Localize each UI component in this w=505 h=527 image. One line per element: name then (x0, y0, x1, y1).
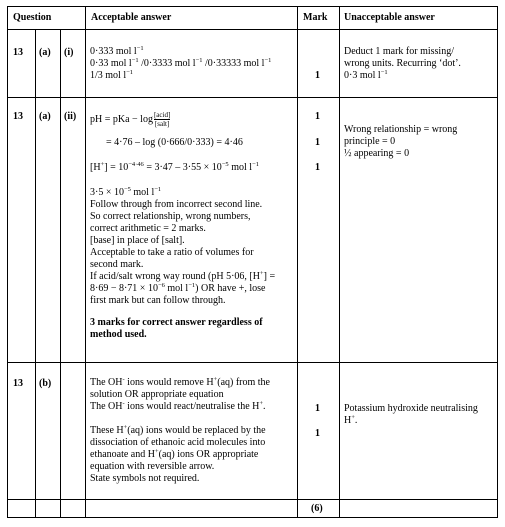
question-part: (a) (39, 111, 51, 122)
question-part: (b) (39, 378, 52, 389)
mark-value: 1 (315, 403, 320, 414)
substitution-line: = 4·76 – log (0·666/0·333) = 4·46 (106, 137, 243, 148)
concentration-line: $[H^+] = 10^{-4\cdot 46} = 3\cdot 47 - 3\cdot 55 \times 10^{-5}$ mol $l^{-1}$ (90, 161, 259, 173)
header-mark: Mark (303, 12, 328, 23)
question-subpart: (i) (64, 47, 74, 58)
col-divider (35, 29, 36, 518)
table-border-bottom (7, 517, 498, 518)
row-divider (7, 362, 498, 363)
mark-value: 1 (315, 162, 320, 173)
question-number: 13 (13, 111, 23, 122)
acceptable-answer: 0·333 mol $l^{-1}$ 0·33 mol $l^{-1}$ /0·3333 mol $l^{-1}$ /0·33333 mol $l^{-1}$ 1/3 mol $l^{-1}$ (90, 45, 272, 81)
row-divider (7, 97, 498, 98)
mark-value: 1 (315, 137, 320, 148)
col-divider (60, 29, 61, 518)
unacceptable-answer: Deduct 1 mark for missing/ wrong units. Recurring ‘dot’. 0·3 mol $l^{-1}$ (344, 46, 461, 81)
mark-value: 1 (315, 428, 320, 439)
row-divider (7, 499, 498, 500)
header-unacceptable: Unacceptable answer (344, 12, 435, 23)
unacceptable-answer: Wrong relationship = wrong principle = 0 ½ appearing = 0 (344, 124, 458, 159)
header-acceptable: Acceptable answer (91, 12, 172, 23)
question-part: (a) (39, 47, 51, 58)
question-number: 13 (13, 47, 23, 58)
header-question: Question (13, 12, 52, 23)
unacceptable-answer: Potassium hydroxide neutralising H+. (344, 403, 478, 426)
header-divider (7, 29, 498, 30)
henderson-equation: pH = pKa − log $\frac{\text{[acid]}}{\text{[salt]}}$ (90, 111, 171, 128)
table-border-right (497, 6, 498, 518)
table-border-top (7, 6, 498, 7)
col-divider (297, 6, 298, 518)
question-number: 13 (13, 378, 23, 389)
col-divider (339, 6, 340, 518)
question-subpart: (ii) (64, 111, 77, 122)
mark-value: 1 (315, 70, 320, 81)
mark-value: 1 (315, 111, 320, 122)
table-border-left (7, 6, 8, 518)
total-marks: (6) (311, 503, 323, 514)
acceptable-answer: The OH- ions would remove H+(aq) from the solution OR appropriate equation The OH- ions would react/neutralise the H+. These H+(aq) ions would be replaced by the dissociation of ethanoic acid molecules into ethanoate and H+(aq) ions OR appropriate equation with reversible arrow. State symbols not required. (90, 376, 270, 484)
marking-notes: $3\cdot 5 \times 10^{-5}$ mol $l^{-1}$ Follow through from incorrect second line. So correct relationship, wrong numbers, correct arithmetic = 2 marks. [base] in place of [salt]. Acceptable to take a ratio of volumes for second mark. If acid/salt wrong way round (pH 5·06, [H+] = $8\cdot 69 - 8\cdot 71 \times 10^{-6}$ mol $l^{-1}$) OR have +, lose first mark but can follow through. 3 marks for correct answer regardless of method used. (90, 186, 276, 340)
col-divider (85, 6, 86, 518)
